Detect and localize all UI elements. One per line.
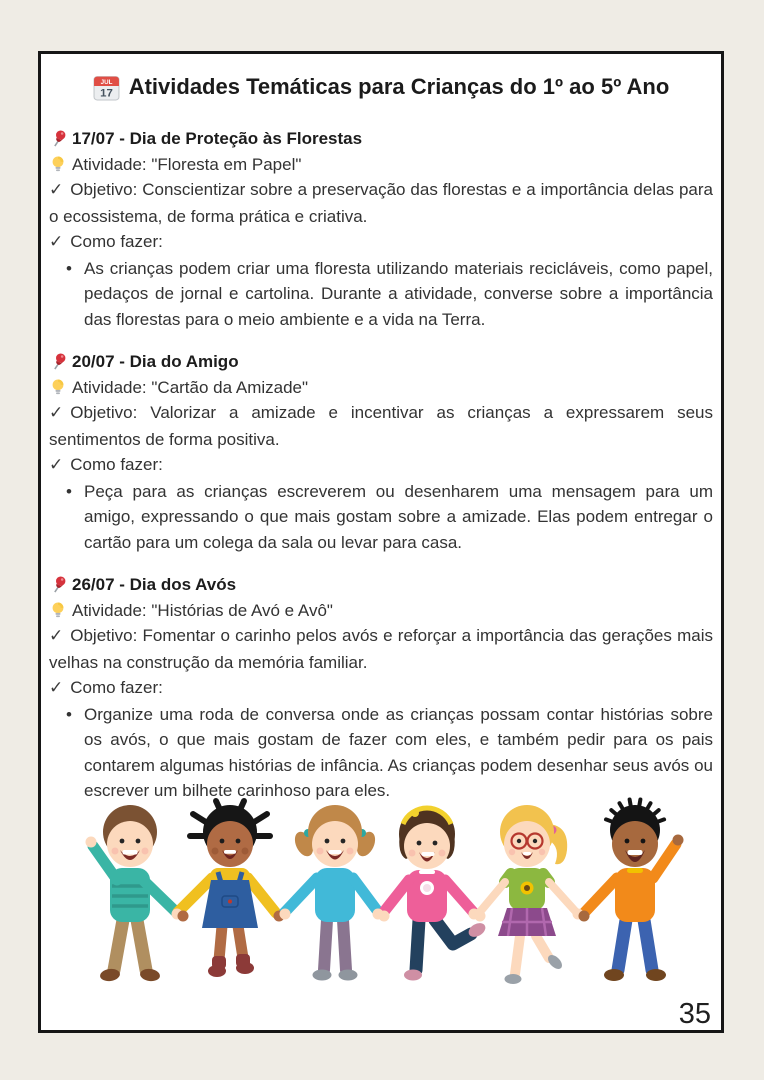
step-item [49,702,713,804]
how-line [49,229,713,256]
objective-paragraph [49,177,713,229]
check-icon: ✓ [49,626,64,646]
objective-text: Objetivo: Fomentar o carinho pelos avós e reforçar a importância das gerações mais velhas na construção da memória familiar. [49,626,713,672]
page-number: 35 [678,998,711,1030]
check-icon: ✓ [49,232,64,252]
calendar-month-label: JUL [100,78,113,86]
lightbulb-icon [49,601,67,619]
pushpin-icon [49,129,67,147]
how-line [49,675,713,702]
step-item [49,479,713,556]
bullet-icon: • [66,481,72,501]
how-label-text: Como fazer: [70,678,163,697]
lightbulb-icon [49,378,67,396]
date-title-text: 20/07 - Dia do Amigo [72,352,239,371]
page-frame [38,51,724,1033]
child-boy-teal [86,805,177,982]
child-girl-overalls [178,801,276,977]
child-girl-glasses [479,805,577,984]
section-date-heading [49,572,713,598]
how-line [49,452,713,479]
activity-text: Atividade: "Floresta em Papel" [72,154,302,174]
activity-section [49,126,713,332]
check-icon: ✓ [49,678,64,698]
bullet-icon: • [66,704,72,724]
section-date-heading [49,349,713,375]
page-title [49,72,713,102]
activity-line [49,375,713,401]
calendar-icon [93,74,120,101]
how-label-text: Como fazer: [70,232,163,251]
step-text: Peça para as crianças escreverem ou desenharem uma mensagem para um amigo, expressando o que mais gostam sobre a amizade. Elas podem entregar o cartão para um colega da sala ou levar para casa. [84,481,713,552]
calendar-day-label: 17 [99,86,113,99]
activity-text: Atividade: "Histórias de Avó e Avô" [72,600,333,620]
page-title-text: Atividades Temáticas para Crianças do 1º ao 5º Ano [128,74,670,99]
objective-paragraph [49,400,713,452]
child-girl-pink [383,806,488,981]
check-icon: ✓ [49,403,64,423]
check-icon: ✓ [49,180,64,200]
objective-text: Objetivo: Conscientizar sobre a preservação das florestas e a importância delas para o ecossistema, de forma prática e criativa. [49,180,713,226]
bullet-icon: • [66,258,72,278]
activity-text: Atividade: "Cartão da Amizade" [72,377,309,397]
step-text: Organize uma roda de conversa onde as crianças possam contar histórias sobre os avós, o que mais gostam de fazer com eles, e também pedir para os pais contarem algumas histórias de infância. As crianças podem desenhar seus avós ou escrever um bilhete carinhoso para eles. [84,704,713,800]
step-item [49,256,713,333]
lightbulb-icon [49,155,67,173]
how-label-text: Como fazer: [70,455,163,474]
date-title-text: 26/07 - Dia dos Avós [72,575,237,594]
section-date-heading [49,126,713,152]
child-boy-orange [584,800,684,982]
activity-section [49,572,713,804]
activity-line [49,152,713,178]
date-title-text: 17/07 - Dia de Proteção às Florestas [72,129,363,148]
child-girl-pigtails [284,805,379,981]
activity-line [49,598,713,624]
objective-text: Objetivo: Valorizar a amizade e incentivar as crianças a expressarem seus sentimentos de forma positiva. [49,403,713,449]
pushpin-icon [49,352,67,370]
step-text: As crianças podem criar uma floresta utilizando materiais recicláveis, como papel, pedaços de jornal e cartolina. Durante a atividade, converse sobre a importância das florestas para o meio ambiente e a vida na Terra. [84,258,713,329]
pushpin-icon [49,575,67,593]
activity-section [49,349,713,555]
objective-paragraph [49,623,713,675]
children-illustration [65,796,720,1006]
check-icon: ✓ [49,455,64,475]
page-content [41,54,721,804]
